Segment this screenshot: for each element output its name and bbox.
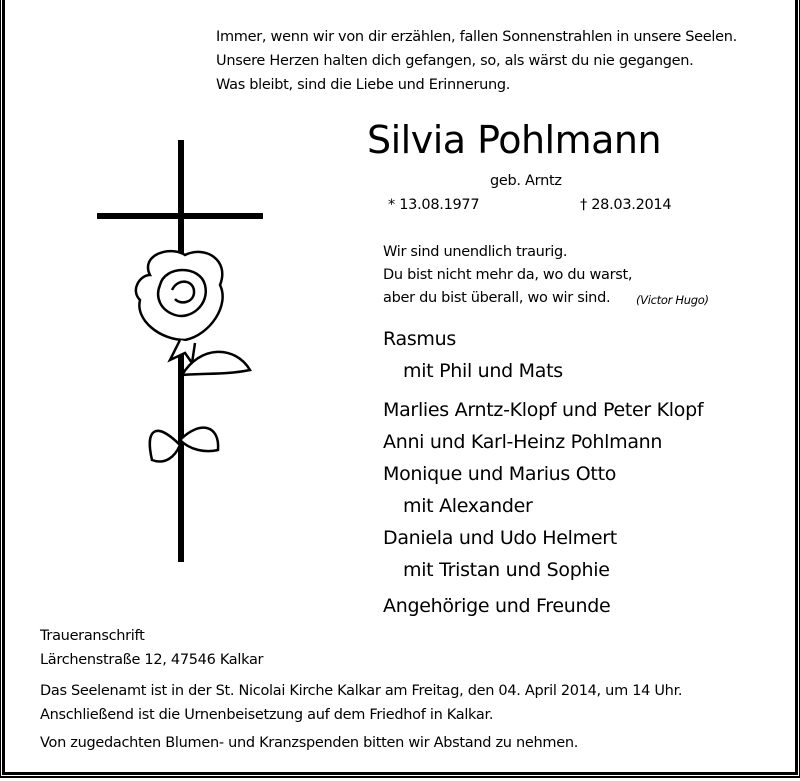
death-date: † 28.03.2014 [580, 197, 672, 213]
rose-icon [110, 245, 260, 475]
intro-poem-line: Immer, wenn wir von dir erzählen, fallen Sonnenstrahlen in unsere Seelen. [216, 29, 737, 45]
notice-line: Anschließend ist die Urnenbeisetzung auf dem Friedhof in Kalkar. [40, 707, 494, 723]
deceased-name: Silvia Pohlmann [367, 118, 662, 162]
address-value: Lärchenstraße 12, 47546 Kalkar [40, 652, 264, 668]
address-label: Traueranschrift [40, 628, 145, 644]
quote-line: Du bist nicht mehr da, wo du warst, [383, 267, 633, 283]
mourner: Marlies Arntz-Klopf und Peter Klopf [383, 399, 704, 421]
mourner: mit Phil und Mats [403, 360, 563, 382]
notice-line: Von zugedachten Blumen- und Kranzspenden bitten wir Abstand zu nehmen. [40, 735, 579, 751]
notice-line: Das Seelenamt ist in der St. Nicolai Kirche Kalkar am Freitag, den 04. April 2014, um 14 Uhr. [40, 683, 683, 699]
mourner: Monique und Marius Otto [383, 463, 617, 485]
intro-poem-line: Unsere Herzen halten dich gefangen, so, als wärst du nie gegangen. [216, 53, 694, 69]
mourner: mit Tristan und Sophie [403, 559, 610, 581]
quote-author: (Victor Hugo) [636, 293, 709, 307]
birth-date: * 13.08.1977 [388, 197, 480, 213]
birth-name: geb. Arntz [490, 173, 562, 189]
mourner: Angehörige und Freunde [383, 595, 611, 617]
mourner: Anni und Karl-Heinz Pohlmann [383, 431, 663, 453]
quote-line: Wir sind unendlich traurig. [383, 244, 568, 260]
cross-bar [97, 213, 263, 219]
mourner: Rasmus [383, 328, 456, 350]
intro-poem-line: Was bleibt, sind die Liebe und Erinnerung. [216, 77, 511, 93]
quote-line: aber du bist überall, wo wir sind. [383, 290, 611, 306]
mourner: mit Alexander [403, 495, 533, 517]
mourner: Daniela und Udo Helmert [383, 527, 617, 549]
